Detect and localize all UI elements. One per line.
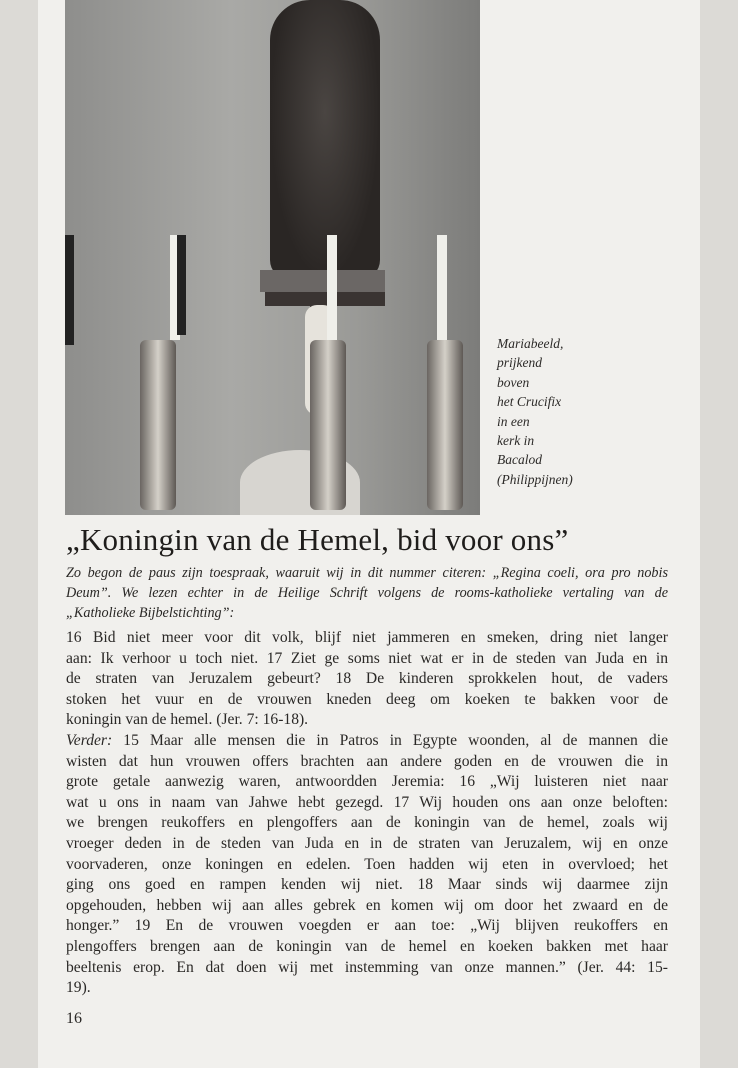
- caption-line: Bacalod: [497, 452, 542, 468]
- body-line: koningin van de hemel. (Jer. 7: 16-18).: [66, 711, 309, 729]
- intro-line: Deum”. We lezen echter in de Heilige Schrift volgens de rooms-katholieke vertaling van de: [66, 585, 668, 601]
- candle: [437, 235, 447, 340]
- body-line: wisten dat hun vrouwen offers brachten aan andere goden en de vrouwen die in: [66, 752, 668, 770]
- caption-line: kerk in: [497, 433, 535, 449]
- candle: [327, 235, 337, 340]
- body-line: 19).: [66, 979, 91, 997]
- body-line: de straten van Jeruzalem gebeurt? 18 De kinderen sprokkelen hout, de vaders: [66, 670, 668, 688]
- body-line: stoken het vuur en de vrouwen kneden deeg om koeken te bakken voor de: [66, 690, 668, 708]
- body-line: voorvaderen, onze koningen en edelen. Toen hadden wij eten in overvloed; het: [66, 855, 668, 873]
- candlestick: [310, 340, 346, 510]
- body-line: plengoffers brengen aan de koningin van de hemel en koeken bakken met haar: [66, 937, 668, 955]
- candle-left-edge: [65, 235, 74, 345]
- body-line: opgehouden, hebben wij aan alles gebrek en komen wij om door het zwaard en de: [66, 896, 668, 914]
- caption-line: (Philippijnen): [497, 471, 573, 487]
- candlestick: [140, 340, 176, 510]
- caption-line: Mariabeeld,: [497, 336, 564, 351]
- body-line: beeltenis erop. En dat doen wij met instemming van onze mannen.” (Jer. 44: 15-: [66, 958, 668, 976]
- statue: [270, 0, 380, 280]
- body-line: 16 Bid niet meer voor dit volk, blijf niet jammeren en smeken, dring niet langer: [66, 629, 668, 646]
- article-title: „Koningin van de Hemel, bid voor ons”: [66, 522, 569, 557]
- candle-shadow: [177, 235, 186, 335]
- photo-caption: [497, 334, 573, 489]
- body-text: 15 Maar alle mensen die in Patros in Egypte woonden, al de mannen die: [112, 731, 668, 749]
- photo-maria-statue-crucifix: [65, 0, 480, 515]
- caption-line: prijkend: [497, 355, 542, 371]
- intro-line: Zo begon de paus zijn toespraak, waaruit wij in dit nummer citeren: „Regina coeli, ora pro nobis: [66, 565, 668, 581]
- body-line: we brengen reukoffers en plengoffers aan de koningin van de hemel, zoals wij: [66, 814, 668, 832]
- verder-label: Verder:: [66, 731, 113, 749]
- pedestal: [260, 270, 385, 292]
- body-line: wat u ons in naam van Jahwe hebt gezegd. 17 Wij houden ons aan onze beloften:: [66, 793, 668, 811]
- cross-bar: [265, 292, 385, 306]
- body-line: [66, 731, 668, 752]
- body-line: honger.” 19 En de vrouwen voegden er aan toe: „Wij blijven reukoffers en: [66, 917, 668, 935]
- article-body: [66, 628, 668, 999]
- body-line: vroeger deden in de steden van Juda en in de straten van Jeruzalem, wij en onze: [66, 834, 668, 852]
- page-number: 16: [66, 1010, 82, 1027]
- caption-line: het Crucifix: [497, 394, 562, 410]
- body-line: ging ons goed en rampen kenden wij niet. 18 Maar sinds wij daarmee zijn: [66, 876, 668, 894]
- article-intro: [66, 563, 668, 623]
- caption-line: in een: [497, 413, 530, 429]
- body-line: aan: Ik verhoor u toch niet. 17 Ziet ge soms niet wat er in de steden van Juda en in: [66, 649, 668, 667]
- caption-line: boven: [497, 374, 530, 390]
- candlestick: [427, 340, 463, 510]
- intro-line: „Katholieke Bijbelstichting”:: [66, 605, 235, 621]
- body-line: grote getale aanwezig waren, antwoordden Jeremia: 16 „Wij luisteren niet naar: [66, 773, 668, 791]
